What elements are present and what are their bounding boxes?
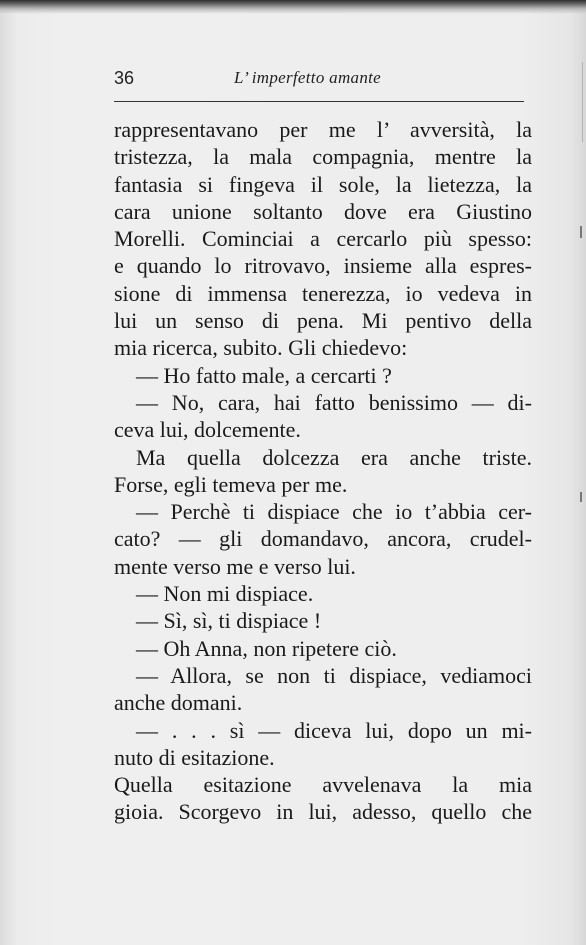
text-line: cara unione soltanto dove era Giustino: [114, 198, 532, 224]
text-line: nuto di esitazione.: [114, 744, 275, 770]
page-number: 36: [114, 68, 135, 88]
text-line: mente verso me e verso lui.: [114, 553, 356, 579]
text-line: — Sì, sì, ti dispiace !: [136, 608, 322, 634]
text-line: — Perchè ti dispiace che io t’abbia cer-: [136, 499, 532, 525]
text-line: — Allora, se non ti dispiace, vediamoci: [136, 662, 532, 688]
text-line: — Ho fatto male, a cercarti ?: [136, 362, 392, 388]
text-line: — Non mi dispiace.: [136, 581, 314, 607]
text-line: ceva lui, dolcemente.: [114, 417, 301, 443]
text-line: sione di immensa tenerezza, io vedeva in: [114, 280, 532, 306]
text-line: gioia. Scorgevo in lui, adesso, quello che: [114, 799, 532, 825]
text-line: anche domani.: [114, 690, 243, 716]
text-line: — . . . sì — diceva lui, dopo un mi-: [136, 717, 532, 743]
text-line: mia ricerca, subito. Gli chiedevo:: [114, 335, 408, 361]
body-text: [114, 116, 532, 826]
text-line: Forse, egli temeva per me.: [114, 471, 348, 497]
scan-top-edge: [0, 0, 586, 14]
text-line: Morelli. Cominciai a cercarlo più spesso:: [114, 226, 532, 252]
margin-mark: [580, 226, 582, 238]
text-line: tristezza, la mala compagnia, mentre la: [114, 144, 532, 170]
text-line: e quando lo ritrovavo, insieme alla espres-: [114, 253, 532, 279]
text-line: fantasia si fingeva il sole, la lietezza, la: [114, 171, 532, 197]
header-rule: [114, 101, 524, 102]
text-line: lui un senso di pena. Mi pentivo della: [114, 308, 532, 334]
text-line: Ma quella dolcezza era anche triste.: [136, 444, 532, 470]
margin-mark: [582, 62, 583, 142]
text-line: Quella esitazione avvelenava la mia: [114, 772, 532, 798]
text-line: — No, cara, hai fatto benissimo — di-: [136, 389, 532, 415]
text-line: rappresentavano per me l’ avversità, la: [114, 117, 532, 142]
page-header: [114, 68, 524, 92]
margin-mark: [580, 492, 582, 502]
text-line: cato? — gli domandavo, ancora, crudel-: [114, 526, 532, 552]
running-title: L’ imperfetto amante: [234, 68, 382, 87]
text-line: — Oh Anna, non ripetere ciò.: [136, 635, 397, 661]
